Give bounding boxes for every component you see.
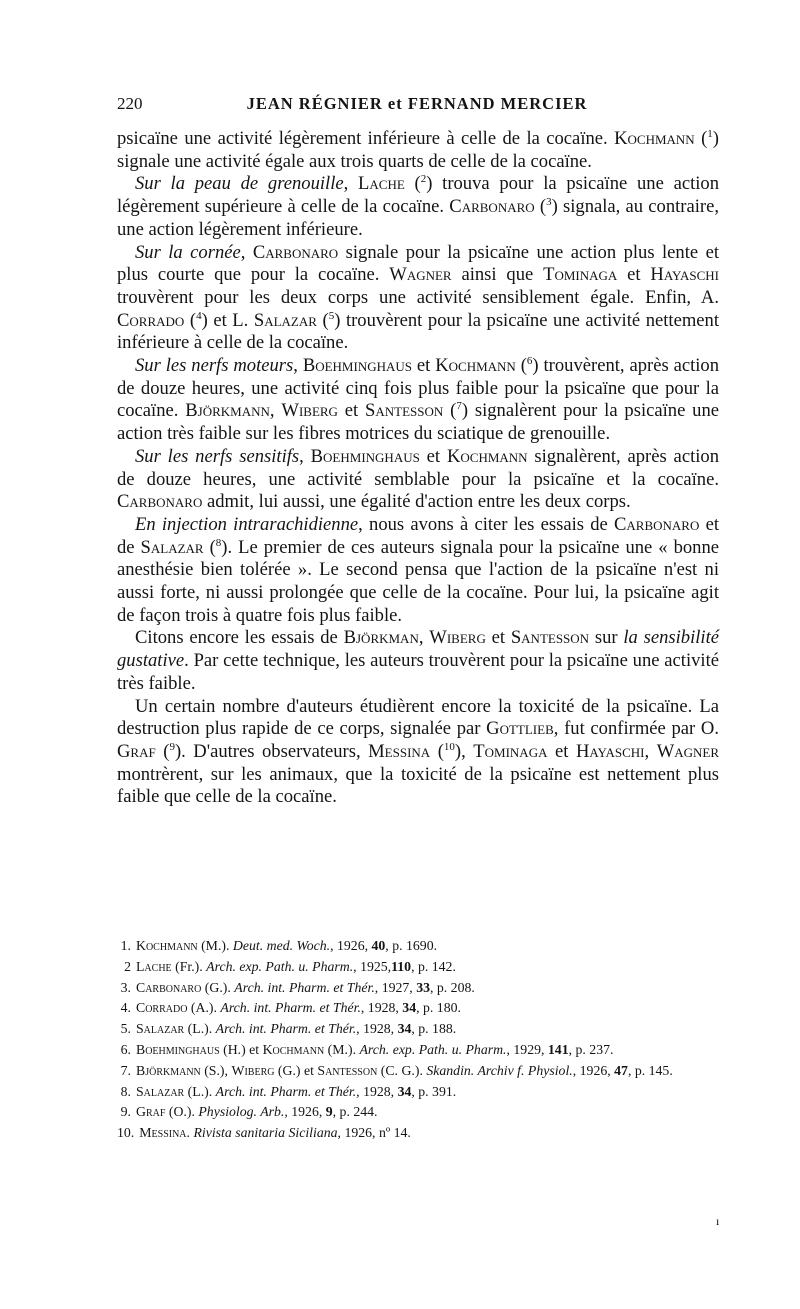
italic-run: Sur la cornée: [135, 241, 241, 263]
text-run: et: [547, 740, 576, 762]
running-title: JEAN RÉGNIER et FERNAND MERCIER: [246, 94, 588, 113]
text-run: sur: [589, 627, 624, 649]
text-run: ,: [299, 445, 311, 467]
author-name: Wiberg: [429, 627, 486, 649]
footnote-number: 3.: [120, 979, 131, 995]
author-name: Kochmann: [136, 938, 198, 953]
footnote: [117, 1102, 727, 1123]
author-name: Björkmann: [136, 1062, 201, 1078]
body-text: [117, 128, 719, 809]
text-run: ) et L.: [201, 309, 254, 331]
text-run: ) trouva pour la psicaïne une action légèrement supérieure à celle de la cocaïne.: [117, 173, 720, 218]
text-run: , p. 391.: [411, 1083, 457, 1099]
text-run: (Fr.).: [171, 958, 207, 974]
paragraph: [117, 242, 719, 356]
footnote: [117, 998, 727, 1019]
volume-number: 34: [397, 1021, 412, 1037]
author-name: Boehminghaus: [310, 445, 420, 467]
text-run: ,: [343, 173, 359, 195]
paragraph: [117, 173, 719, 241]
author-name: Wagner: [389, 264, 452, 286]
footnote: [117, 1082, 727, 1103]
text-run: (: [203, 536, 216, 558]
volume-number: 141: [547, 1041, 569, 1057]
author-name: Salazar: [253, 309, 317, 331]
footnote-ref: 6: [526, 354, 533, 367]
text-run: , p. 180.: [416, 1000, 461, 1016]
author-name: Salazar: [140, 536, 204, 558]
text-run: , p. 237.: [568, 1041, 614, 1057]
footnote-ref: 5: [328, 309, 335, 322]
italic-run: Arch. int. Pharm. et Thér.: [215, 1021, 357, 1037]
author-name: Messina: [368, 740, 431, 762]
text-run: , 1929,: [506, 1041, 548, 1057]
italic-run: Arch. int. Pharm. et Thér.: [234, 979, 375, 995]
text-run: trouvèrent pour les deux corps une activité sensiblement égale. Enfin, A.: [117, 286, 719, 308]
author-name: Carbonaro: [449, 196, 535, 218]
author-name: Boehminghaus: [302, 355, 412, 377]
footnote-ref: 10: [443, 740, 455, 753]
text-run: ainsi que: [451, 264, 544, 286]
text-run: (: [184, 309, 197, 331]
author-name: Salazar: [136, 1083, 185, 1099]
text-run: (: [155, 740, 170, 762]
footnote-number: 2: [124, 958, 131, 974]
footnote-ref: 9: [169, 740, 175, 753]
footnote: [117, 936, 727, 957]
footnote-number: 10.: [117, 1125, 135, 1141]
author-name: Carbonaro: [136, 979, 202, 995]
text-run: , p. 188.: [411, 1021, 457, 1037]
author-name: Lache: [358, 173, 405, 195]
author-name: Gottlieb: [486, 718, 554, 740]
text-run: signale pour la psicaïne une action plus lente et plus courte que pour la cocaïne.: [117, 241, 719, 286]
footnote-ref: 7: [456, 400, 462, 413]
author-name: Santesson: [317, 1062, 378, 1078]
paragraph: [117, 128, 719, 173]
text-run: (M.).: [324, 1041, 360, 1057]
text-run: , 1928,: [356, 1083, 398, 1099]
text-run: psicaïne une activité légèrement inférieure à celle de la cocaïne.: [117, 128, 615, 149]
text-run: et: [617, 264, 651, 286]
footnote: [117, 957, 727, 978]
italic-run: Arch. int. Pharm. et Thér.: [220, 1000, 361, 1016]
italic-run: la sensibilité gustative: [117, 627, 720, 672]
author-name: Santesson: [365, 400, 444, 422]
author-name: Graf: [117, 740, 156, 762]
footnote: [117, 978, 727, 999]
italic-run: Sur les nerfs moteurs: [135, 355, 294, 377]
text-run: (A.).: [187, 1000, 221, 1016]
author-name: Hayaschi: [575, 740, 645, 762]
volume-number: 33: [416, 979, 430, 995]
text-run: (C. G.).: [377, 1062, 427, 1078]
text-run: et de: [117, 513, 719, 558]
text-run: (M.).: [197, 938, 233, 953]
text-run: montrèrent, sur les animaux, que la toxicité de la psicaïne est nettement plus faible que celle de la cocaïne.: [117, 763, 719, 808]
text-run: ,: [644, 740, 657, 762]
italic-run: Deut. med. Woch.: [232, 938, 331, 953]
text-run: (: [443, 400, 457, 422]
page-number: 220: [117, 94, 143, 113]
text-run: ,: [293, 355, 303, 377]
footnote-number: 8.: [120, 1083, 131, 1099]
footnote-number: 5.: [120, 1021, 131, 1037]
text-run: ,: [418, 627, 430, 649]
text-run: signalèrent, après action de douze heures, une activité semblable pour la psicaïne et la cocaïne.: [117, 445, 719, 490]
text-run: , p. 244.: [332, 1104, 378, 1120]
volume-number: 9: [325, 1104, 333, 1120]
paragraph: [117, 696, 719, 810]
text-run: , 1926,: [330, 938, 372, 953]
text-run: , 1926, nº 14.: [337, 1125, 411, 1141]
text-run: (: [515, 355, 527, 377]
italic-run: Arch. exp. Path. u. Pharm.: [359, 1041, 507, 1057]
text-run: , fut confirmée par O.: [553, 718, 719, 740]
text-run: ),: [454, 740, 474, 762]
footnote-number: 7.: [120, 1062, 131, 1078]
text-run: , p. 145.: [627, 1062, 673, 1078]
author-name: Graf: [136, 1104, 166, 1120]
text-run: , p. 208.: [429, 979, 475, 995]
text-run: ) signalèrent pour la psicaïne une action très faible sur les fibres motrices du sciatique de grenouille.: [117, 400, 720, 445]
footnote: [117, 1123, 727, 1144]
italic-run: Sur la peau de grenouille: [135, 173, 344, 195]
volume-number: 47: [614, 1062, 628, 1078]
author-name: Wagner: [656, 740, 720, 762]
text-run: (: [534, 196, 547, 218]
footnote-number: 9.: [120, 1104, 131, 1120]
text-run: (: [404, 173, 421, 195]
text-run: ). D'autres observateurs,: [174, 740, 369, 762]
paragraph: [117, 514, 719, 628]
text-run: , 1928,: [356, 1021, 398, 1037]
footnote: [117, 1040, 727, 1061]
text-run: ,: [240, 241, 253, 263]
text-run: , nous avons à citer les essais de: [358, 513, 614, 535]
author-name: Björkmann: [185, 400, 270, 422]
text-run: .: [186, 1125, 194, 1141]
footnote-number: 6.: [120, 1041, 131, 1057]
text-run: (L.).: [184, 1021, 216, 1037]
text-run: ) trouvèrent, après action de douze heures, une activité cinq fois plus faible pour la psicaïne que pour la cocaïne.: [117, 355, 720, 422]
footnote-ref: 2: [420, 173, 427, 186]
footnote-number: 4.: [120, 1000, 131, 1016]
italic-run: Skandin. Archiv f. Physiol.: [426, 1062, 573, 1078]
italic-run: Arch. int. Pharm. et Thér.: [215, 1083, 357, 1099]
author-name: Corrado: [136, 1000, 188, 1016]
text-run: Un certain nombre d'auteurs étudièrent encore la toxicité de la psicaïne. La destruction plus rapide de ce corps, signalée par: [117, 695, 719, 740]
footnote-ref: 4: [196, 309, 202, 322]
text-run: , p. 1690.: [385, 938, 438, 953]
text-run: et: [485, 627, 511, 649]
text-run: (L.).: [184, 1083, 216, 1099]
footnote-ref: 3: [546, 195, 552, 208]
volume-number: 40: [371, 938, 386, 953]
text-run: , 1926,: [284, 1104, 326, 1120]
footnotes: [117, 936, 727, 1144]
text-run: ) signala, au contraire, une action légèrement inférieure.: [117, 196, 720, 240]
footnote-ref: 8: [215, 536, 222, 549]
text-run: et: [337, 400, 366, 422]
author-name: Carbonaro: [613, 513, 700, 535]
author-name: Santesson: [510, 627, 590, 649]
author-name: Tominaga: [543, 264, 618, 286]
author-name: Kochmann: [446, 445, 528, 467]
italic-run: Arch. exp. Path. u. Pharm.: [206, 958, 354, 974]
text-run: , 1925,: [353, 958, 392, 974]
author-name: Boehminghaus: [136, 1041, 220, 1057]
author-name: Björkman: [343, 627, 419, 649]
italic-run: En injection intrarachidienne: [135, 513, 359, 535]
italic-run: Sur les nerfs sensitifs: [135, 445, 300, 467]
author-name: Salazar: [136, 1021, 185, 1037]
text-run: , 1928,: [360, 1000, 403, 1016]
text-run: , 1926,: [572, 1062, 615, 1078]
text-run: (: [694, 128, 708, 149]
text-run: (S.),: [200, 1062, 232, 1078]
author-name: Carbonaro: [252, 241, 339, 263]
text-run: (G.).: [201, 979, 235, 995]
text-run: , 1927,: [374, 979, 417, 995]
text-run: . Par cette technique, les auteurs trouvèrent pour la psicaïne une activité très faible.: [117, 650, 719, 694]
author-name: Corrado: [117, 309, 185, 331]
footnote: [117, 1019, 727, 1040]
footnote: [117, 1061, 727, 1082]
text-run: ). Le premier de ces auteurs signala pour la psicaïne une « bonne anesthésie bien tolérée ». Le second pensa que l'action de la psicaïne n'est ni aussi forte, ni aussi prolongée que celle de la cocaïne. Pour lui, la psicaïne agit de façon trois à quatre fois plus faible.: [117, 536, 720, 626]
author-name: Wiberg: [231, 1062, 275, 1078]
text-run: ) trouvèrent pour la psicaïne une activité nettement inférieure à celle de la cocaïne.: [117, 309, 720, 354]
stray-mark: ı: [716, 1214, 720, 1228]
author-name: Kochmann: [262, 1041, 325, 1057]
author-name: Kochmann: [614, 128, 695, 149]
text-run: Citons encore les essais de: [135, 627, 344, 649]
text-run: , p. 142.: [411, 958, 456, 974]
text-run: ,: [269, 400, 282, 422]
author-name: Tominaga: [473, 740, 548, 762]
volume-number: 34: [397, 1083, 412, 1099]
text-run: admit, lui aussi, une égalité d'action entre les deux corps.: [202, 491, 631, 513]
author-name: Kochmann: [435, 355, 516, 377]
footnote-ref: 1: [707, 127, 713, 140]
italic-run: Rivista sanitaria Siciliana: [193, 1125, 338, 1141]
paragraph: [117, 446, 719, 514]
volume-number: 34: [402, 1000, 417, 1016]
author-name: Carbonaro: [117, 491, 203, 513]
author-name: Hayaschi: [650, 264, 719, 286]
text-run: (G.) et: [274, 1062, 318, 1078]
text-run: (: [430, 740, 444, 762]
text-run: (H.) et: [219, 1041, 263, 1057]
volume-number: 110: [391, 958, 412, 974]
author-name: Messina: [139, 1125, 187, 1141]
text-run: et: [419, 445, 447, 467]
text-run: ) signale une activité égale aux trois quarts de celle de la cocaïne.: [117, 128, 719, 172]
italic-run: Physiolog. Arb.: [198, 1104, 285, 1120]
author-name: Wiberg: [281, 400, 338, 422]
paragraph: [117, 355, 719, 446]
text-run: (: [316, 309, 329, 331]
paragraph: [117, 627, 719, 695]
footnote-number: 1.: [120, 938, 131, 953]
author-name: Lache: [136, 958, 172, 974]
text-run: (O.).: [165, 1104, 199, 1120]
text-run: et: [412, 355, 436, 377]
page-header: [117, 94, 717, 118]
